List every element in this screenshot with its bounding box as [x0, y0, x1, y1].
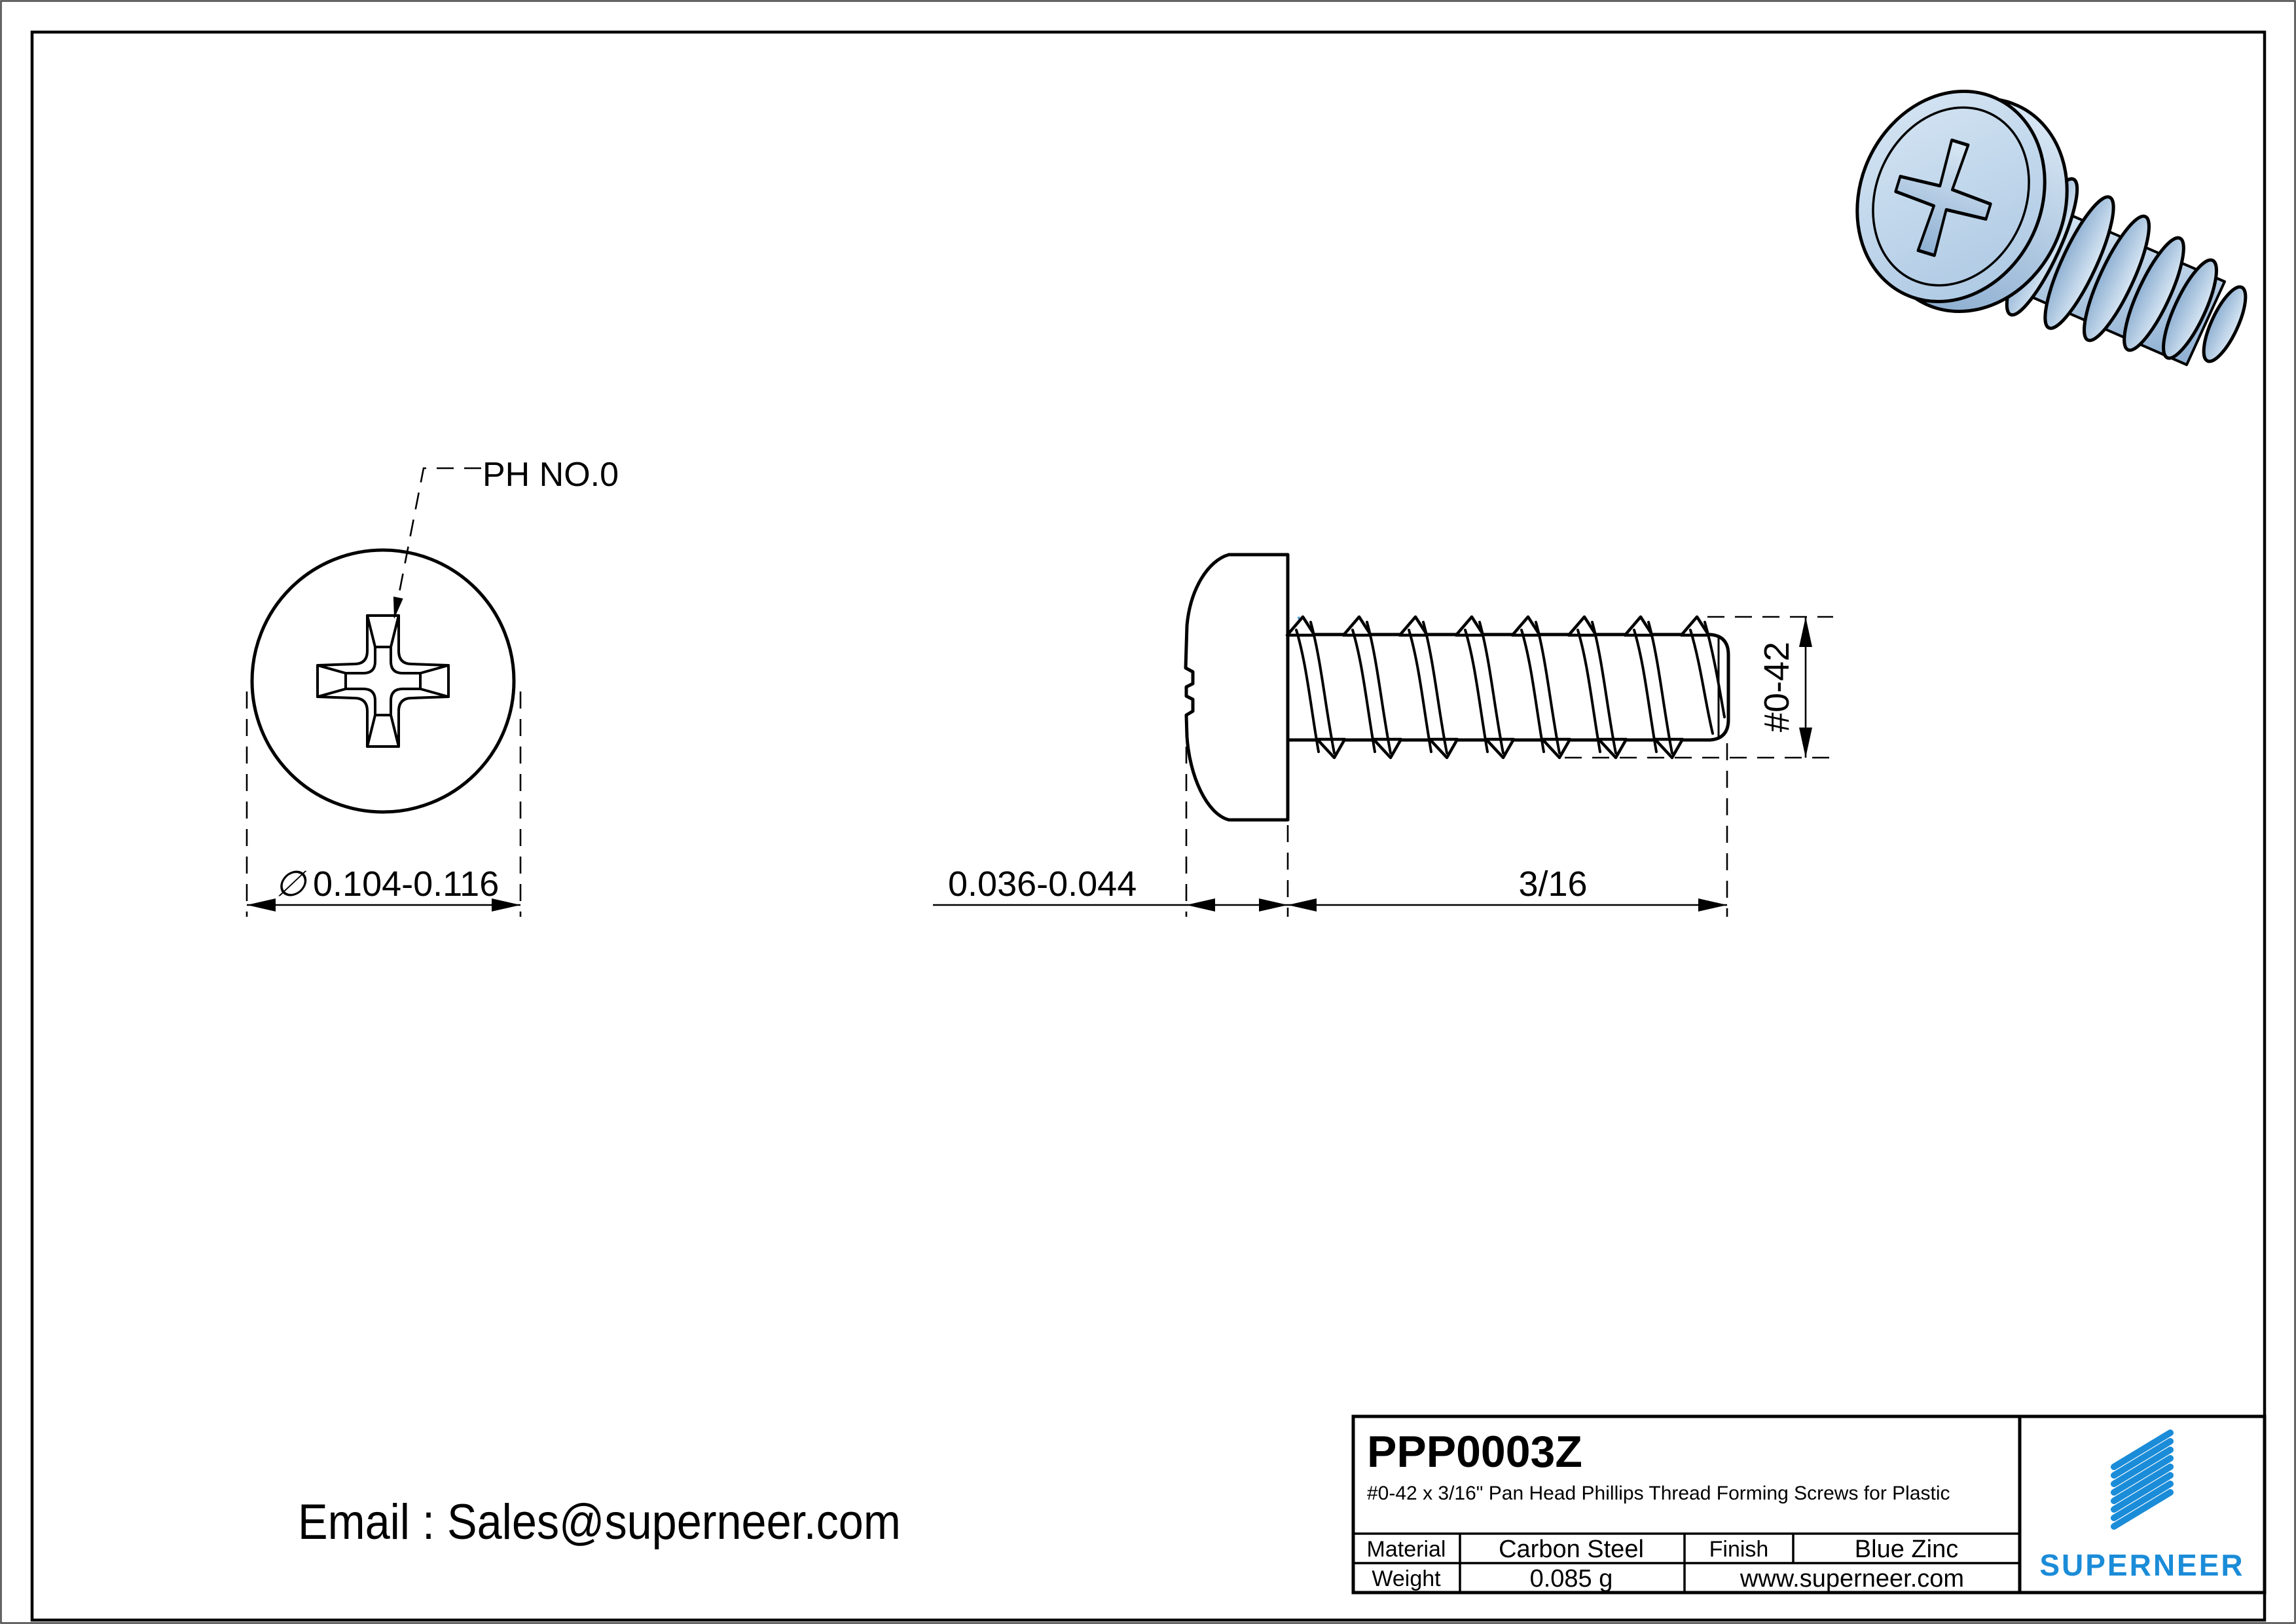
part-description: #0-42 x 3/16" Pan Head Phillips Thread Forming Screws for Plastic — [1367, 1483, 1950, 1504]
dimension-head-height — [933, 747, 1288, 917]
phillips-taper-walls — [318, 616, 448, 747]
ph-size-label: PH NO.0 — [483, 456, 619, 494]
front-view — [247, 456, 619, 917]
head-profile — [1186, 555, 1288, 820]
weight-value: 0.085 g — [1529, 1565, 1613, 1593]
superneer-flag-icon — [2114, 1433, 2170, 1526]
finish-label: Finish — [1709, 1537, 1769, 1562]
diameter-symbol: ∅ — [275, 864, 306, 904]
weight-label: Weight — [1372, 1566, 1441, 1591]
screw-3d-render — [1823, 60, 2253, 367]
head-diameter-value: 0.104-0.116 — [313, 864, 500, 904]
website-link[interactable]: www.superneer.com — [1740, 1565, 1965, 1593]
side-view — [933, 555, 1833, 917]
ph-leader — [393, 468, 481, 619]
phillips-recess-inner — [346, 647, 420, 715]
material-value: Carbon Steel — [1499, 1536, 1644, 1563]
contact-email: Email : Sales@superneer.com — [298, 1494, 901, 1550]
head-height-value: 0.036-0.044 — [948, 864, 1137, 904]
brand-wordmark: SUPERNEER — [2039, 1548, 2245, 1582]
thread-size-value: #0-42 — [1757, 641, 1796, 733]
head-outline-circle — [252, 550, 514, 812]
finish-value: Blue Zinc — [1854, 1536, 1959, 1563]
dimension-length — [1288, 743, 1727, 917]
thread-flanks — [1296, 622, 1724, 753]
length-value: 3/16 — [1518, 864, 1588, 904]
thread-crests-top — [1287, 617, 1709, 635]
material-label: Material — [1366, 1537, 1446, 1562]
dimension-head-diameter — [247, 692, 520, 917]
title-block — [1353, 1416, 2265, 1593]
part-number: PPP0003Z — [1367, 1427, 1582, 1477]
phillips-recess-outer — [318, 616, 448, 747]
